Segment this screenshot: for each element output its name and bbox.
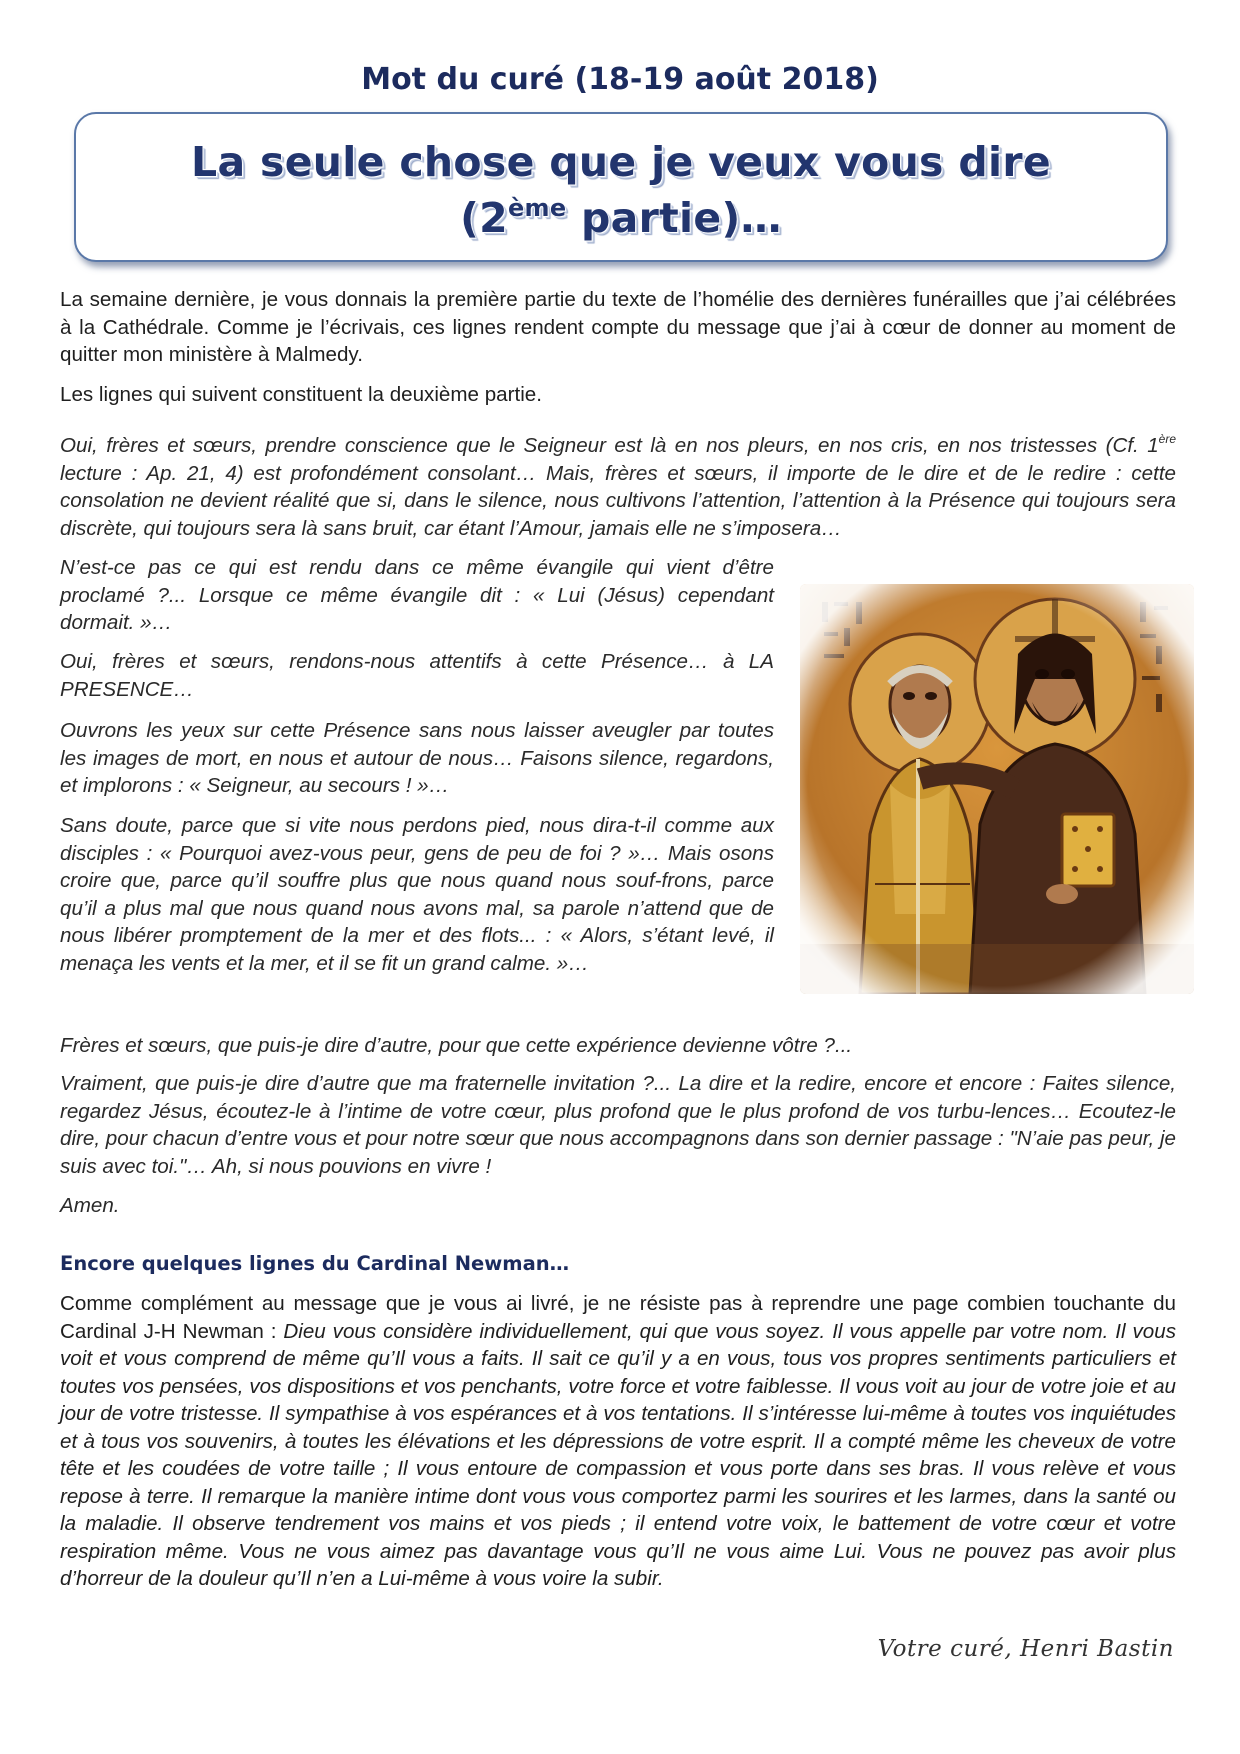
page-title: Mot du curé (18-19 août 2018)	[361, 62, 879, 97]
homily-paragraph-3: Oui, frères et sœurs, rendons-nous attentifs à cette Présence… à LA PRESENCE…	[60, 650, 774, 701]
homily-paragraph-1	[60, 432, 1176, 542]
icon-image	[800, 584, 1194, 994]
homily-paragraph-6: Frères et sœurs, que puis-je dire d’autre, pour que cette expérience devienne vôtre ?...	[60, 1034, 853, 1057]
newman-quote: Dieu vous considère individuellement, qui que vous soyez. Il vous appelle par votre nom. Il vous voit et vous comprend de même qu’Il vous a faits. Il sait ce qu’il y a en vous, tous vos propres sentiments particuliers et toutes vos pensées, vos dispositions et vos penchants, votre force et votre faiblesse. Il vous voit au jour de votre joie et au jour de votre tristesse. Il sympathise à vos espérances et à vos tentations. Il s’intéresse lui-même à toutes vos inquiétudes et à tous vos souvenirs, à toutes les élévations et les dépressions de votre esprit. Il a compté même les cheveux de votre tête et les coudées de votre taille ; Il vous entoure de compassion et vous porte dans ses bras. Il vous relève et vous repose à terre. Il remarque la manière intime dont vous vous comportez parmi les sourires et les larmes, dans la santé ou la maladie. Il observe tendrement vos mains et vos pieds ; il entend votre voix, le battement de votre cœur et votre respiration même. Vous ne vous aimez pas davantage vous qu’Il ne vous aime Lui. Vous ne pouvez pas avoir plus d’horreur de la douleur qu’Il n’en a Lui-même à vous voire la subir.	[60, 1319, 1176, 1590]
homily-paragraph-5: Sans doute, parce que si vite nous perdons pied, nous dira-t-il comme aux disciples : « Pourquoi avez-vous peur, gens de peu de foi ? »… Mais osons croire que, parce qu’il souffre plus que nous quand nous souf-frons, parce qu’il a plus mal que nous quand nous avons mal, sa parole n’attend que de nous libérer promptement de la mer et des flots... : « Alors, s’étant levé, il menaça les vents et la mer, et il se fit un grand calme. »…	[60, 814, 774, 975]
coptic-icon-illustration	[800, 584, 1194, 994]
homily-p1-superscript: ère	[1158, 432, 1176, 446]
title-line-2	[76, 194, 1166, 242]
homily-paragraph-4: Ouvrons les yeux sur cette Présence sans nous laisser aveugler par toutes les images de mort, en nous et autour de nous… Faisons silence, regardons, et implorons : « Seigneur, au secours ! »…	[60, 719, 774, 797]
newman-paragraph	[60, 1290, 1176, 1593]
title-box	[74, 112, 1168, 262]
homily-amen: Amen.	[60, 1194, 120, 1217]
homily-paragraph-7: Vraiment, que puis-je dire d’autre que ma fraternelle invitation ?... La dire et la redire, encore et encore : Faites silence, regardez Jésus, écoutez-le à l’intime de votre cœur, plus profond que le plus profond de vos turbu-lences… Ecoutez-le dire, pour chacun d’entre vous et pour notre sœur que nous accompagnons dans son dernier passage : "N’aie pas peur, je suis avec toi."… Ah, si nous pouvions en vivre !	[60, 1072, 1176, 1178]
intro-paragraph-1: La semaine dernière, je vous donnais la première partie du texte de l’homélie des dernières funérailles que j’ai célébrées à la Cathédrale. Comme je l’écrivais, ces lignes rendent compte du message que j’ai à cœur de donner au moment de quitter mon ministère à Malmedy.	[60, 288, 1176, 366]
homily-p1-part-b: lecture : Ap. 21, 4) est profondément consolant… Mais, frères et sœurs, il importe de le dire et de le redire : cette consolation ne devient réalité que si, dans le silence, nous cultivons l’attention, l’attention à la Présence qui toujours sera discrète, qui toujours sera là sans bruit, car étant l’Amour, jamais elle ne s’imposera…	[60, 461, 1176, 540]
newman-intro: Comme complément au message que je vous ai livré, je ne résiste pas à reprendre une page combien touchante du Cardinal J-H Newman :	[60, 1292, 1176, 1343]
homily-paragraph-2: N’est-ce pas ce qui est rendu dans ce même évangile qui vient d’être proclamé ?... Lorsque ce même évangile dit : « Lui (Jésus) cependant dormait. »…	[60, 556, 774, 634]
homily-p1-part-a: Oui, frères et sœurs, prendre conscience que le Seigneur est là en nos pleurs, en nos cris, en nos tristesses (Cf. 1	[60, 434, 1159, 457]
intro-paragraph-2: Les lignes qui suivent constituent la deuxième partie.	[60, 383, 542, 406]
newman-heading: Encore quelques lignes du Cardinal Newman…	[60, 1252, 570, 1275]
title-line-1: La seule chose que je veux vous dire	[191, 138, 1051, 186]
title-line-2-post: partie)…	[566, 194, 782, 242]
signature: Votre curé, Henri Bastin	[877, 1636, 1174, 1662]
title-superscript: ème	[507, 194, 567, 222]
title-line-2-pre: (2	[460, 194, 508, 242]
